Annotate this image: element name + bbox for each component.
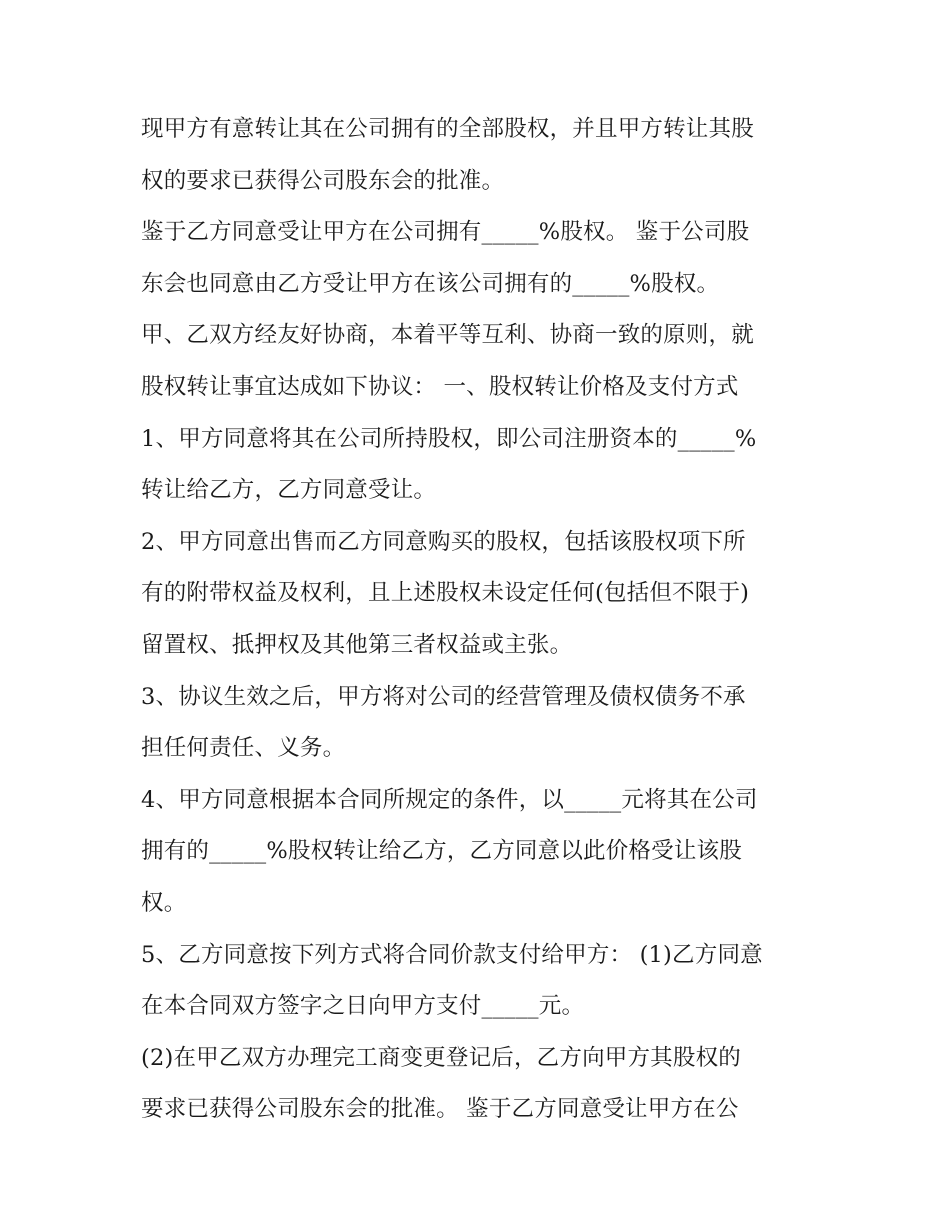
text-line: 留置权、抵押权及其他第三者权益或主张。 (141, 631, 573, 658)
text-line: 要求已获得公司股东会的批准。 鉴于乙方同意受让甲方在公 (141, 1096, 739, 1123)
text-line: 1、甲方同意将其在公司所持股权，即公司注册资本的_____% (141, 425, 757, 452)
text-line: 权的要求已获得公司股东会的批准。 (141, 167, 505, 194)
text-line: 甲、乙双方经友好协商，本着平等互利、协商一致的原则，就 (141, 322, 754, 349)
text-line: 拥有的_____%股权转让给乙方，乙方同意以此价格受让该股 (141, 838, 742, 865)
text-line: 在本合同双方签字之日向甲方支付_____元。 (141, 993, 585, 1020)
text-line: 有的附带权益及权利，且上述股权未设定任何(包括但不限于) (141, 580, 750, 607)
text-line: 股权转让事宜达成如下协议： 一、股权转让价格及支付方式 (141, 373, 739, 400)
text-line: 转让给乙方，乙方同意受让。 (141, 477, 437, 504)
text-line: 5、乙方同意按下列方式将合同价款支付给甲方： (1)乙方同意 (141, 941, 763, 968)
document-body (141, 104, 821, 1136)
text-line: (2)在甲乙双方办理完工商变更登记后，乙方向甲方其股权的 (141, 1044, 741, 1071)
text-line: 东会也同意由乙方受让甲方在该公司拥有的_____%股权。 (141, 270, 720, 297)
text-line: 4、甲方同意根据本合同所规定的条件，以_____元将其在公司 (141, 786, 758, 813)
text-line: 3、协议生效之后，甲方将对公司的经营管理及债权债务不承 (141, 683, 746, 710)
text-line: 现甲方有意转让其在公司拥有的全部股权，并且甲方转让其股 (141, 116, 754, 142)
text-line: 2、甲方同意出售而乙方同意购买的股权，包括该股权项下所 (141, 528, 746, 555)
text-line: 鉴于乙方同意受让甲方在公司拥有_____%股权。 鉴于公司股 (141, 219, 750, 246)
text-line: 权。 (141, 889, 187, 916)
text-line: 担任何责任、义务。 (141, 735, 346, 762)
